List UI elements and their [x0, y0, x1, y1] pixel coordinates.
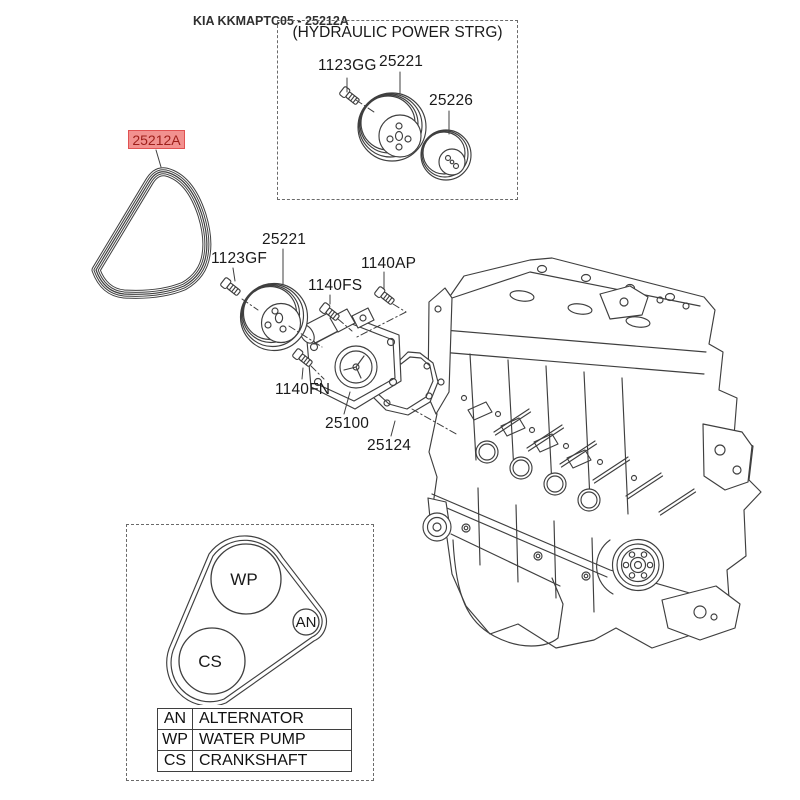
part-label-25221-hyd[interactable]: 25221 — [379, 53, 424, 70]
part-label-1123GG[interactable]: 1123GG — [318, 57, 377, 74]
routing-legend-table — [157, 708, 352, 772]
part-label-1140FN[interactable]: 1140FN — [275, 381, 331, 398]
bolt-icon-1140AP — [374, 286, 396, 306]
legend-code: CS — [158, 751, 193, 772]
bolt-icon-1123GF — [220, 277, 242, 297]
part-label-1140AP[interactable]: 1140AP — [361, 255, 417, 272]
catalog-reference: KIA KKMAPTC05 - 25212A — [193, 14, 349, 28]
an-code: AN — [295, 614, 317, 631]
cs-code: CS — [198, 652, 222, 671]
engine-illustration — [423, 258, 761, 648]
legend-code: WP — [158, 730, 193, 751]
legend-code: AN — [158, 709, 193, 730]
hydraulic-box-title: (HYDRAULIC POWER STRG) — [292, 24, 503, 41]
pulley-illustration-main — [241, 284, 308, 351]
part-label-25124[interactable]: 25124 — [367, 437, 412, 454]
table-row — [158, 751, 352, 772]
legend-name: WATER PUMP — [193, 730, 352, 751]
table-row — [158, 730, 352, 751]
legend-name: CRANKSHAFT — [193, 751, 352, 772]
belt-routing-diagram — [127, 525, 373, 705]
hydraulic-power-strg-box — [277, 20, 518, 200]
table-row — [158, 709, 352, 730]
wp-code: WP — [230, 570, 258, 589]
belt-routing-box — [126, 524, 374, 781]
legend-name: ALTERNATOR — [193, 709, 352, 730]
belt-illustration[interactable] — [96, 172, 207, 295]
part-label-1123GF[interactable]: 1123GF — [211, 250, 268, 267]
part-label-25226[interactable]: 25226 — [429, 92, 474, 109]
part-label-25100[interactable]: 25100 — [325, 415, 370, 432]
highlighted-part-label-25212A[interactable]: 25212A — [128, 130, 185, 149]
part-label-1140FS[interactable]: 1140FS — [308, 277, 363, 294]
part-label-25221[interactable]: 25221 — [262, 231, 307, 248]
